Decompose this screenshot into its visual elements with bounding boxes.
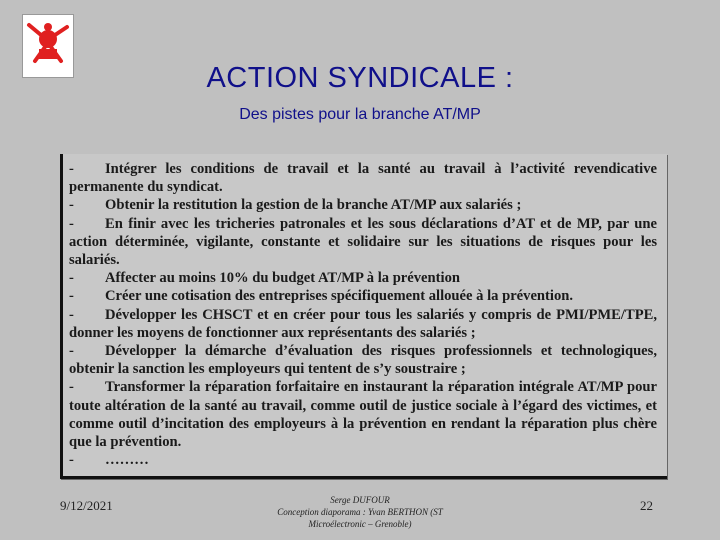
list-item xyxy=(69,196,657,214)
footer-author: Serge DUFOUR xyxy=(330,495,390,505)
footer-credits xyxy=(250,494,470,530)
item-text: En finir avec les tricheries patronales et les sous déclarations d’AT et de MP, par une action déterminée, vigilante, constante et solidaire sur les situations de risques pour les salariés. xyxy=(69,215,657,269)
list-item xyxy=(69,451,657,469)
item-text: Créer une cotisation des entreprises spécifiquement allouée à la prévention. xyxy=(105,288,574,305)
item-text: Développer les CHSCT et en créer pour tous les salariés y compris de PMI/PME/TPE, donner les moyens de fonctionner aux représentants des salariés ; xyxy=(69,306,657,341)
item-dash: - xyxy=(69,306,74,323)
item-text: Intégrer les conditions de travail et la santé au travail à l’activité revendicative permanente du syndicat. xyxy=(69,161,657,196)
list-item xyxy=(69,287,657,305)
item-text: Développer la démarche d’évaluation des risques professionnels et technologiques, obtenir la sanction les employeurs qui tentent de s’y soustraire ; xyxy=(69,343,657,378)
item-dash: - xyxy=(69,288,74,305)
item-text: Obtenir la restitution la gestion de la branche AT/MP aux salariés ; xyxy=(105,197,522,214)
slide-subtitle: Des pistes pour la branche AT/MP xyxy=(239,106,481,123)
list-item xyxy=(69,378,657,451)
scanned-document xyxy=(60,154,667,479)
list-item xyxy=(69,215,657,270)
item-text: Affecter au moins 10% du budget AT/MP à la prévention xyxy=(105,270,460,287)
footer-credit-line: Microélectronic – Grenoble) xyxy=(308,519,412,529)
item-dash: - xyxy=(69,343,74,360)
footer-credit-line: Conception diaporama : Yvan BERTHON (ST xyxy=(277,507,443,517)
item-dash: - xyxy=(69,197,74,214)
list-item xyxy=(69,342,657,378)
item-text: Transformer la réparation forfaitaire en instaurant la réparation intégrale AT/MP pour toute altération de la santé au travail, comme outil de justice sociale à l’égard des victimes, et comme outil d’incitation des employeurs à la prévention en rendant la réparation plus chère que la prévention. xyxy=(69,379,657,451)
list-item xyxy=(69,306,657,342)
item-dash: - xyxy=(69,270,74,287)
footer-date: 9/12/2021 xyxy=(60,498,113,513)
document-body xyxy=(69,160,657,469)
item-dash: - xyxy=(69,215,74,232)
item-dash: - xyxy=(69,379,74,396)
list-item xyxy=(69,269,657,287)
item-dash: - xyxy=(69,161,74,177)
list-item xyxy=(69,160,657,196)
slide-title: ACTION SYNDICALE : xyxy=(206,62,514,94)
page-number: 22 xyxy=(640,498,653,513)
item-text: ……… xyxy=(105,452,149,469)
item-dash: - xyxy=(69,452,74,469)
